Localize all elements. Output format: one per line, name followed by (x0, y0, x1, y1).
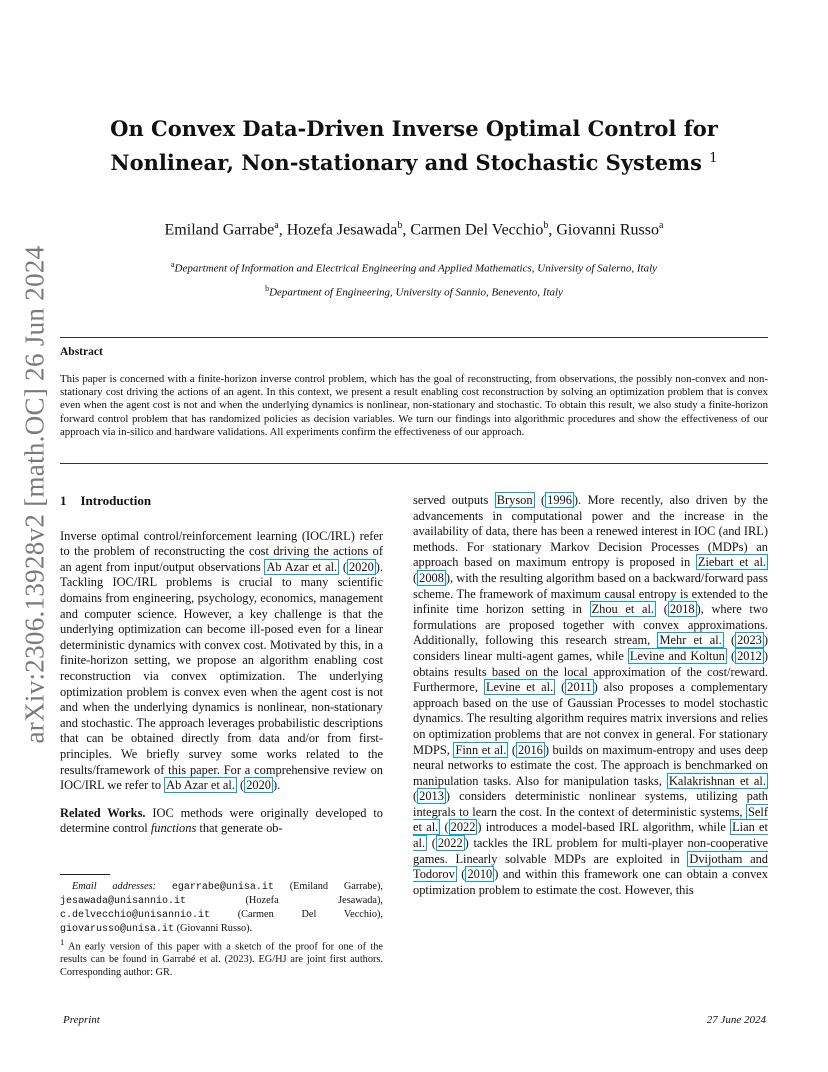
text-segment: (Carmen Del Vecchio), (210, 909, 383, 920)
citation-year-link[interactable]: 2020 (246, 778, 271, 793)
text-segment: ( (413, 789, 418, 804)
text-segment: ) considers deterministic nonlinear systems, utilizing path integrals to learn the cost. In the context of deterministic systems, (413, 789, 768, 819)
affiliation-mark: b (265, 284, 270, 293)
text-segment: ), where two formulations are proposed together with convex approximations. Additionally, following this research stream, (413, 602, 768, 648)
email-footnote (60, 880, 383, 936)
abstract-text: This paper is concerned with a finite-horizon inverse control problem, which has the goal of reconstructing, from observations, the possibly non-convex and non-stationary cost driving the actions of an agent. In this context, we present a result enabling cost reconstruction by solving an optimization problem that is convex even when the agent cost is not and when the underlying dynamics is nonlinear, non-stationary and stochastic. To obtain this result, we also study a finite-horizon forward control problem that has randomized policies as decision variables. We turn our findings into algorithmic procedures and show the effectiveness of our approach via in-silico and hardware validations. All experiments confirm the effectiveness of our approach. (60, 373, 768, 438)
emphasis-text: functions (150, 821, 197, 836)
citation-year-link[interactable]: 2011 (567, 680, 592, 695)
author-list: Emiland Garrabe$^a$, Hozefa Jesawada$^b$, Carmen Del Vecchio$^b$, Giovanni Russo$^a$ (164, 220, 664, 239)
citation-link[interactable]: Zhou et al. (591, 602, 655, 617)
citation-year-link[interactable]: 2008 (419, 570, 444, 585)
author-name: Carmen Del Vecchio (410, 221, 544, 239)
text-segment: ( (456, 867, 466, 882)
abstract-top-rule (60, 337, 768, 338)
text-segment: ( (723, 633, 736, 648)
affiliation-text: Department of Engineering, University of Sannio, Benevento, Italy (269, 286, 563, 299)
page-footer-date: 27 June 2024 (706, 1014, 766, 1026)
citation-year-link[interactable]: 2022 (450, 820, 476, 835)
citation-link[interactable]: Ab Azar et al. (166, 778, 235, 793)
email-link[interactable]: jesawada@unisannio.it (60, 896, 187, 907)
related-works-continued (413, 493, 768, 898)
text-segment: ( (427, 836, 436, 851)
citation-year-link[interactable]: 2018 (669, 602, 695, 617)
citation-link[interactable]: Finn et al. (455, 742, 507, 757)
citation-year-link[interactable]: 2023 (737, 633, 762, 648)
text-segment: ) also proposes a complementary approach based on the use of Gaussian Processes to model stochastic dynamics. The resulting algorithm requires matrix inversions and relies on optimization problems that are not convex in general. For stationary MDPS, (413, 680, 768, 757)
section-heading (60, 493, 383, 509)
email-label: Email addresses: (72, 881, 157, 892)
text-segment: ). (272, 778, 281, 793)
section-title: Introduction (80, 493, 152, 508)
text-segment: ( (534, 493, 546, 507)
abstract-bottom-rule (60, 463, 768, 464)
text-segment: ( (555, 680, 566, 695)
text-segment: ( (413, 570, 418, 585)
page-footer-left: Preprint (63, 1014, 100, 1026)
footnotes (60, 880, 383, 979)
text-segment: ). More recently, also driven by the advancements in computational power and the increase in the availability of data, there has been a renewed interest in IOC (and IRL) methods. For stationary Markov Decision Processes (MDPs) an approach based on maximum entropy is proposed in (413, 493, 768, 570)
text-segment: ) and within this framework one can obtain a convex optimization problem to estimate the cost. However, this (413, 867, 769, 897)
citation-link[interactable]: Self et al. (413, 804, 768, 835)
intro-paragraph (60, 529, 383, 794)
text-segment: ( (440, 820, 449, 835)
affiliation-b (60, 284, 768, 299)
citation-link[interactable]: Ziebart et al. (697, 555, 766, 570)
citation-link[interactable]: Dvijotham and Todorov (413, 851, 768, 882)
author-mark[interactable]: b (397, 220, 403, 231)
text-segment: (Emiland Garrabe), (273, 881, 383, 892)
text-segment: ( (508, 742, 517, 757)
author-mark[interactable]: a (659, 220, 664, 231)
footnote-mark: 1 (60, 937, 65, 947)
text-segment: ) obtains results based on the local approximation of the cost/reward. Furthermore, (413, 648, 768, 695)
citation-link[interactable]: Mehr et al. (659, 633, 722, 648)
author-name: Hozefa Jesawada (286, 221, 398, 239)
left-column (60, 493, 383, 849)
paper-title (80, 114, 748, 178)
citation-year-link[interactable]: 2020 (348, 559, 374, 574)
citation-year-link[interactable]: 2013 (419, 789, 444, 804)
text-segment: ) considers linear multi-agent games, while (413, 633, 768, 663)
text-segment: that generate ob- (196, 821, 283, 836)
text-segment: ( (339, 559, 347, 574)
title-line-1: On Convex Data-Driven Inverse Optimal Control for (110, 116, 718, 141)
text-segment: served outputs (413, 493, 495, 507)
citation-link[interactable]: Bryson (496, 493, 533, 507)
right-column (413, 493, 768, 910)
affiliation-mark: a (170, 260, 175, 269)
text-segment: ( (726, 648, 736, 663)
author-name: Giovanni Russo (556, 221, 659, 239)
footnote-text: An early version of this paper with a sketch of the proof for one of the results can be found in Garrabé et al. (2023). EG/HJ are joint first authors. Corresponding author: GR. (60, 941, 383, 979)
arxiv-id: arXiv:2306.13928v2 [math.OC] 26 Jun 2024 (19, 245, 50, 743)
text-segment: (Giovanni Russo). (174, 923, 253, 934)
arxiv-stamp (8, 245, 62, 743)
text-segment: (Hozefa Jesawada), (186, 895, 383, 906)
email-link[interactable]: egarrabe@unisa.it (171, 882, 274, 893)
citation-link[interactable]: Kalakrishnan et al. (668, 773, 766, 788)
affiliation-text: Department of Information and Electrical Engineering and Applied Mathematics, University of Salerno, Italy (174, 262, 658, 275)
citation-link[interactable]: Lian et al. (413, 820, 768, 851)
title-footnote-mark[interactable]: 1 (709, 151, 718, 166)
related-works-paragraph (60, 806, 383, 837)
citation-link[interactable]: Levine and Koltun (629, 648, 725, 663)
abstract-heading: Abstract (60, 346, 103, 358)
email-link[interactable]: c.delvecchio@unisannio.it (60, 910, 211, 921)
author-mark[interactable]: a (274, 220, 279, 231)
citation-link[interactable]: Levine et al. (485, 680, 554, 695)
text-segment: ( (656, 602, 668, 617)
title-line-2: Nonlinear, Non-stationary and Stochastic Systems (110, 150, 702, 175)
citation-year-link[interactable]: 2010 (467, 867, 493, 882)
text-segment: Inverse optimal control/reinforcement learning (IOC/IRL) refer to the problem of reconstructing the cost driving the actions of an agent from input/output observations (60, 528, 383, 574)
text-segment: ( (236, 778, 245, 793)
citation-year-link[interactable]: 2022 (437, 836, 463, 851)
author-name: Emiland Garrabe (164, 221, 275, 239)
text-segment: ) tackles the IRL problem for multi-player non-cooperative games. Linearly solvable MDPs are exploited in (413, 836, 768, 866)
citation-year-link[interactable]: 2012 (737, 648, 762, 663)
text-segment: ), with the resulting algorithm based on a backward/forward pass scheme. The framework of maximum causal entropy is extended to the infinite time horizon setting in (413, 570, 768, 617)
section-number: 1 (60, 493, 67, 508)
text-segment: IOC methods were originally developed to determine control (60, 805, 383, 836)
citation-year-link[interactable]: 1996 (547, 493, 572, 507)
footnote-rule (60, 874, 110, 875)
affiliation-a (60, 260, 768, 275)
email-link[interactable]: giovarusso@unisa.it (60, 924, 175, 935)
text-segment: ). Tackling IOC/IRL problems is crucial to many scientific domains from engineering, psychology, economics, management and computer science. However, a key challenge is that the underlying optimization can become ill-posed even for a linear deterministic dynamics with convex cost. Motivated by this, in a finite-horizon setting, we propose an algorithm enabling cost reconstruction via convex optimization. The underlying optimization problem is convex even when the agent cost is not and when the underlying dynamics is nonlinear, non-stationary and stochastic. The approach leverages probabilistic descriptions that can be obtained directly from data and/or from first-principles. We briefly survey some works related to the results/framework of this paper. For a comprehensive review on IOC/IRL we refer to (60, 559, 383, 793)
related-works-label: Related Works. (60, 805, 146, 820)
text-segment: ) introduces a model-based IRL algorithm, while (477, 820, 731, 835)
text-segment: ) builds on maximum-entropy and uses deep neural networks to estimate the cost. The approach is benchmarked on manipulation tasks. Also for manipulation tasks, (413, 742, 768, 788)
citation-link[interactable]: Ab Azar et al. (266, 559, 338, 574)
author-mark[interactable]: b (543, 220, 549, 231)
citation-year-link[interactable]: 2016 (518, 742, 543, 757)
footnote-1 (60, 936, 383, 979)
